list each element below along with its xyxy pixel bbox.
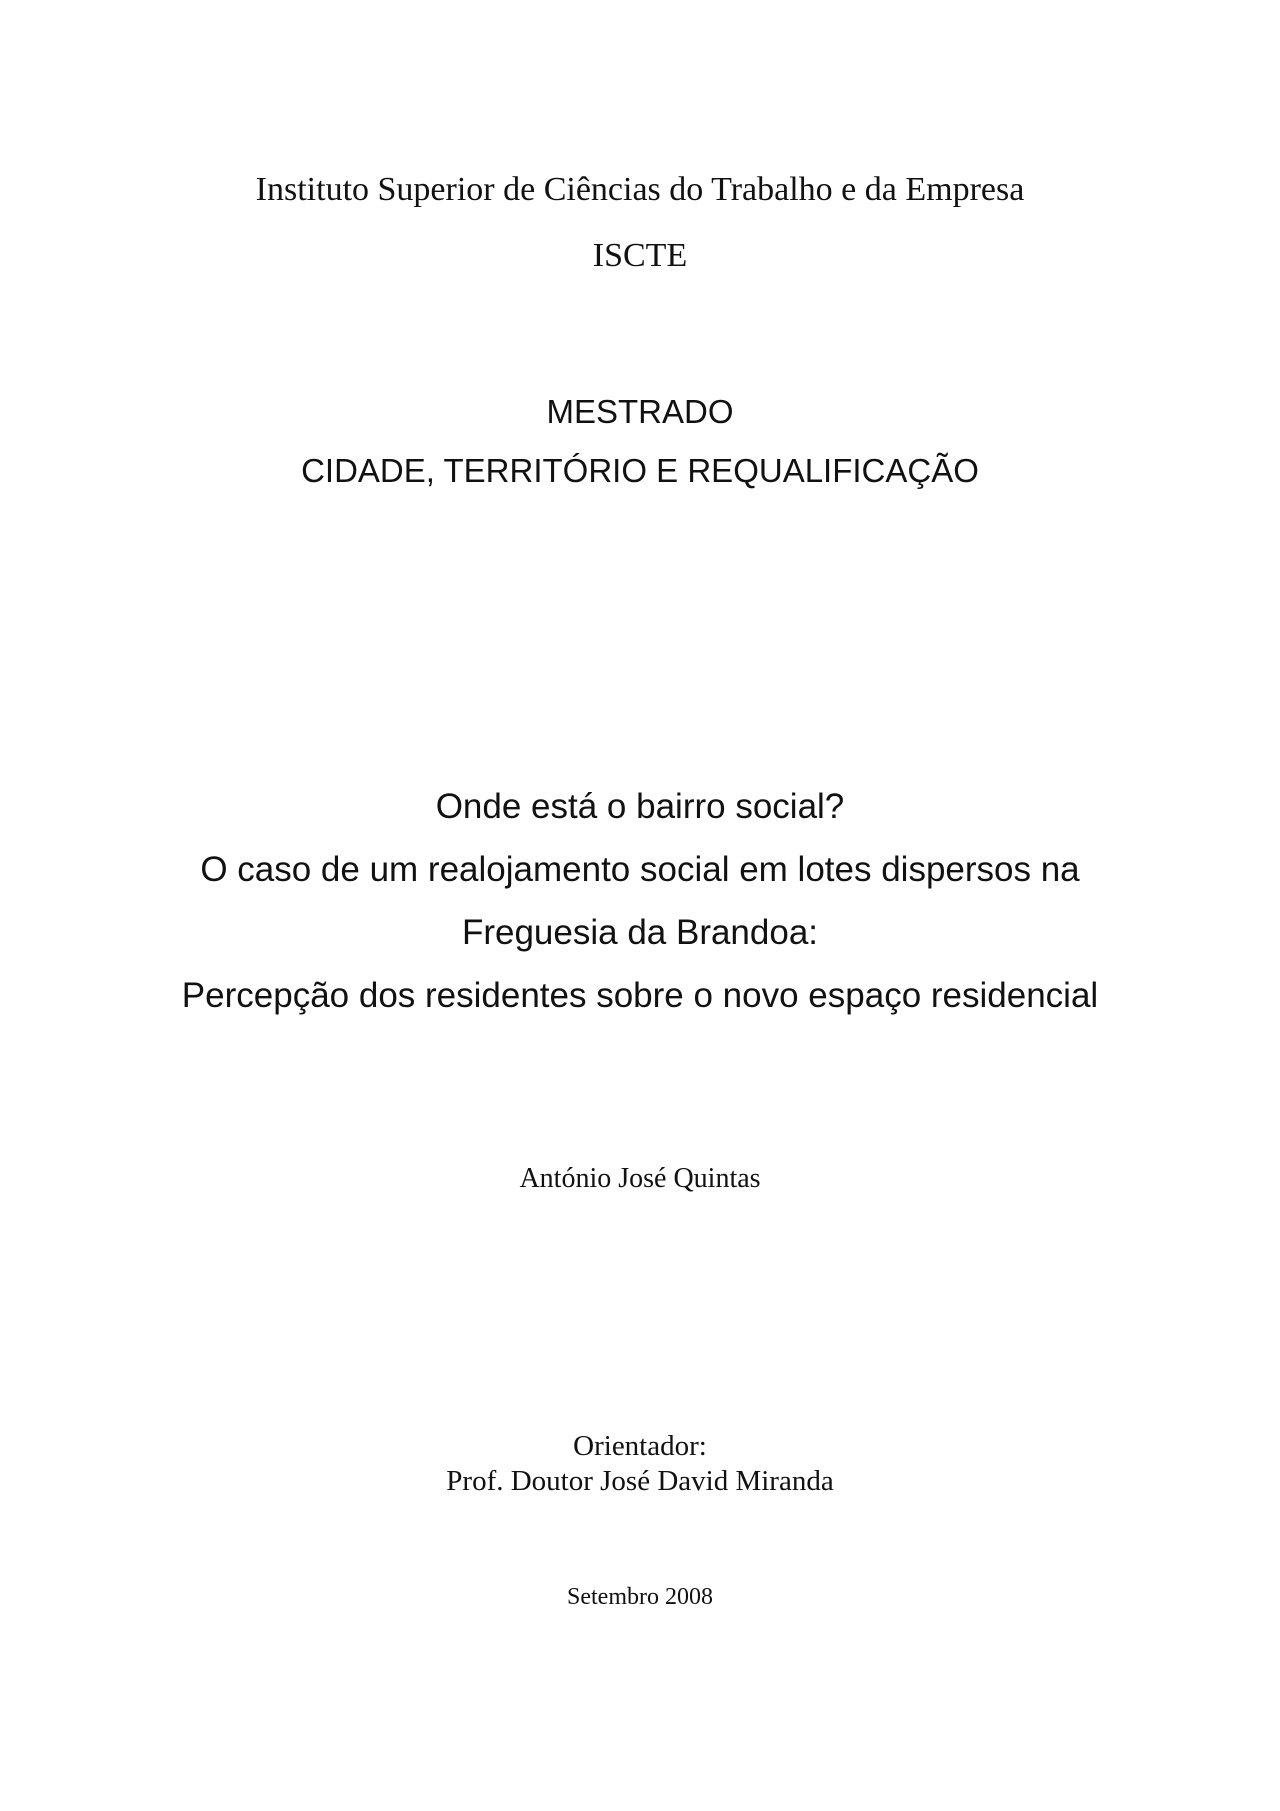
advisor-name: Prof. Doutor José David Miranda xyxy=(446,1465,834,1497)
thesis-title-line: Onde está o bairro social? xyxy=(435,787,845,826)
degree-heading: MESTRADO xyxy=(546,393,734,430)
author-name: António José Quintas xyxy=(519,1163,761,1194)
institution-acronym: ISCTE xyxy=(592,237,688,274)
thesis-title-line: O caso de um realojamento social em lotes dispersos na xyxy=(200,850,1080,889)
thesis-subtitle-line: Percepção dos residentes sobre o novo espaço residencial xyxy=(181,976,1099,1015)
advisor-label: Orientador: xyxy=(573,1430,707,1462)
institution-name: Instituto Superior de Ciências do Trabalho e da Empresa xyxy=(255,171,1025,208)
submission-date: Setembro 2008 xyxy=(567,1584,713,1610)
thesis-title-line: Freguesia da Brandoa: xyxy=(461,913,819,952)
program-name: CIDADE, TERRITÓRIO E REQUALIFICAÇÃO xyxy=(301,452,979,489)
